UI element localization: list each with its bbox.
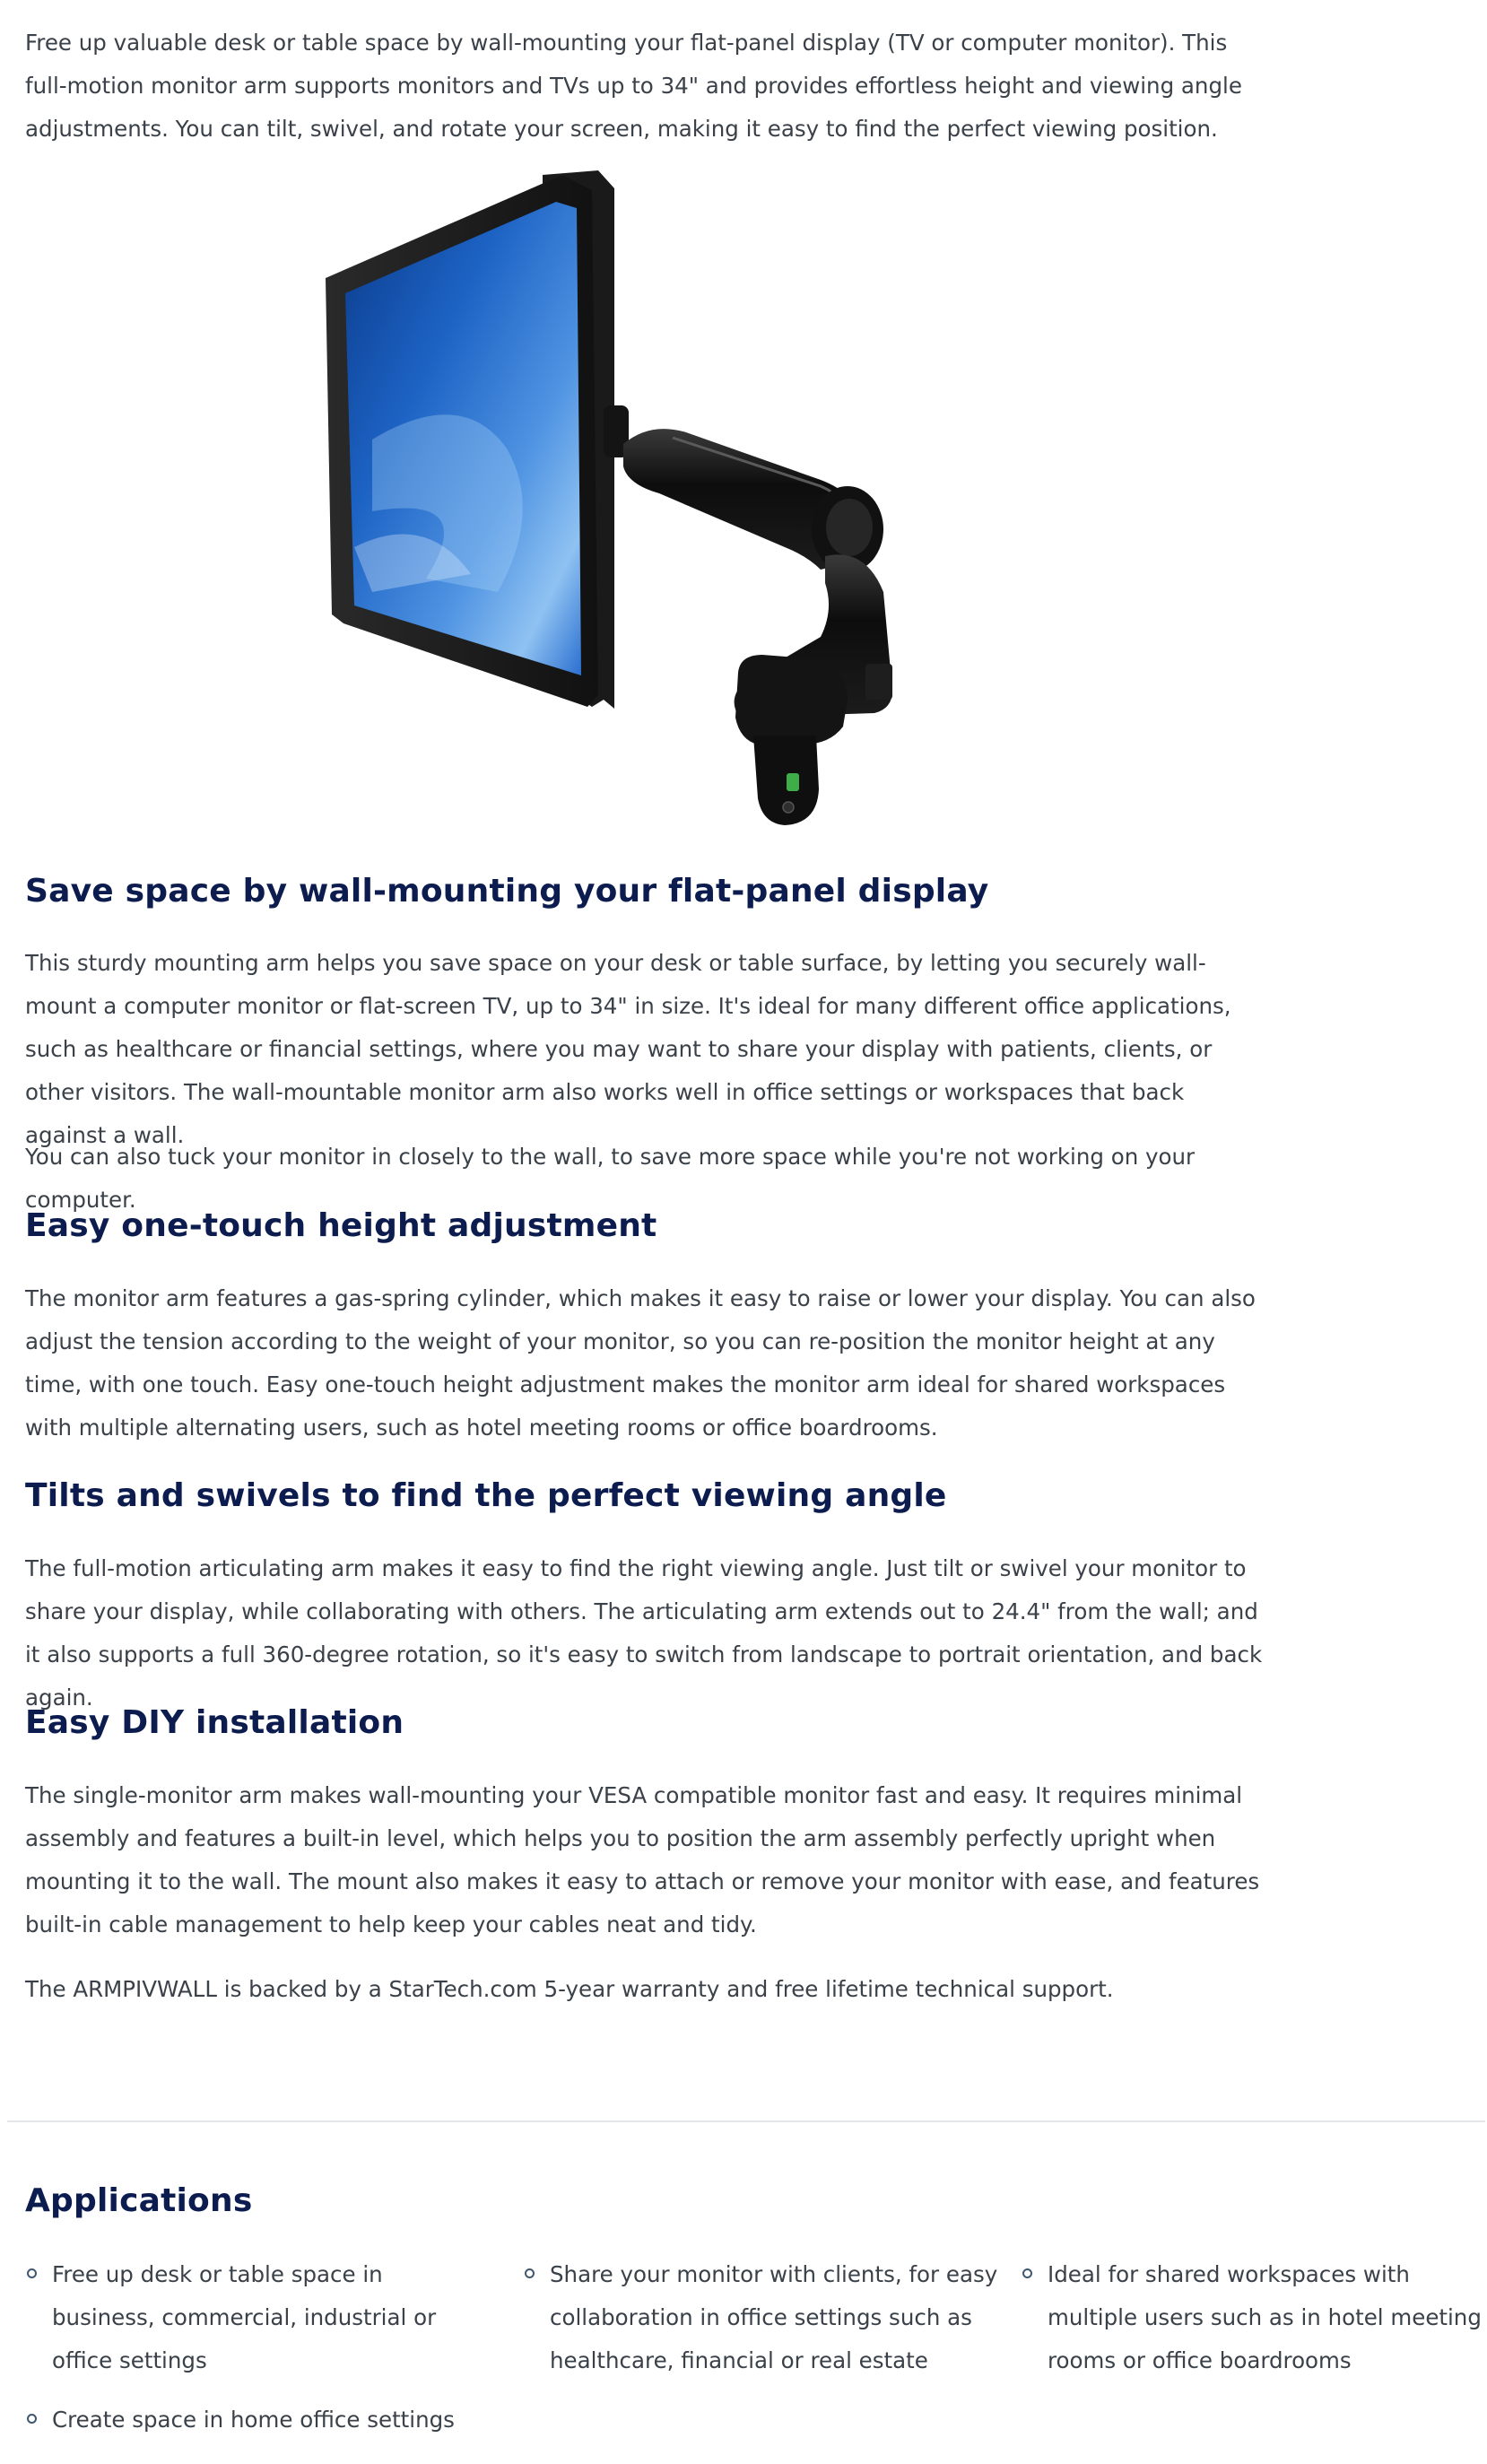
monitor-arm-product-image <box>318 170 973 839</box>
list-item <box>523 2253 998 2382</box>
warranty-paragraph: The ARMPIVWALL is backed by a StarTech.com 5-year warranty and free lifetime technical support. <box>25 1976 1114 2002</box>
list-item <box>1021 2253 1487 2382</box>
list-item-text: Free up desk or table space in business, commercial, industrial or office settings <box>52 2261 437 2373</box>
applications-heading: Applications <box>25 2182 253 2219</box>
height-adjustment-paragraph: The monitor arm features a gas-spring cylinder, which makes it easy to raise or lower your display. You can also adjust the tension according to the weight of your monitor, so you can re-position the monitor height at any time, with one touch. Easy one-touch height adjustment makes the monitor arm ideal for shared workspaces with multiple alternating users, such as hotel meeting rooms or office boardrooms. <box>25 1285 1256 1441</box>
bullet-icon <box>525 2268 535 2278</box>
save-space-paragraph-2: You can also tuck your monitor in closely to the wall, to save more space while you're not working on your computer. <box>25 1144 1196 1213</box>
bullet-icon <box>27 2268 37 2278</box>
viewing-angle-paragraph: The full-motion articulating arm makes it easy to find the right viewing angle. Just tilt or swivel your monitor to share your display, while collaborating with others. The articulating arm extends out to 24.4" from the wall; and it also supports a full 360-degree rotation, so it's easy to switch from landscape to portrait orientation, and back again. <box>25 1555 1263 1711</box>
list-item-text: Ideal for shared workspaces with multiple users such as in hotel meeting rooms or office boardrooms <box>1048 2261 1482 2373</box>
section-heading-viewing-angle: Tilts and swivels to find the perfect viewing angle <box>25 1477 947 1514</box>
section-divider <box>7 2120 1485 2122</box>
intro-paragraph: Free up valuable desk or table space by wall-mounting your flat-panel display (TV or computer monitor). This full-motion monitor arm supports monitors and TVs up to 34" and provides effortless height and viewing angle adjustments. You can tilt, swivel, and rotate your screen, making it easy to find the perfect viewing position. <box>25 30 1242 142</box>
applications-section <box>25 2181 1482 2433</box>
diy-installation-paragraph-1: The single-monitor arm makes wall-mounting your VESA compatible monitor fast and easy. It requires minimal assembly and features a built-in level, which helps you to position the arm assembly perfectly upright when mounting it to the wall. The mount also makes it easy to attach or remove your monitor with ease, and features built-in cable management to help keep your cables neat and tidy. <box>25 1782 1260 1937</box>
list-item-text: Create space in home office settings <box>52 2407 455 2433</box>
section-heading-diy-installation: Easy DIY installation <box>25 1704 404 1741</box>
list-item-text: Share your monitor with clients, for easy collaboration in office settings such as healthcare, financial or real estate <box>550 2261 998 2373</box>
bullet-icon <box>1022 2268 1032 2278</box>
section-heading-height-adjustment: Easy one-touch height adjustment <box>25 1207 657 1244</box>
save-space-paragraph-1: This sturdy mounting arm helps you save space on your desk or table surface, by letting you securely wall-mount a computer monitor or flat-screen TV, up to 34" in size. It's ideal for many different office applications, such as healthcare or financial settings, where you may want to share your display with patients, clients, or other visitors. The wall-mountable monitor arm also works well in office settings or workspaces that back against a wall. <box>25 950 1231 1148</box>
bullet-icon <box>27 2414 37 2424</box>
list-item <box>25 2399 491 2442</box>
section-heading-save-space: Save space by wall-mounting your flat-panel display <box>25 873 989 910</box>
list-item <box>25 2253 491 2382</box>
